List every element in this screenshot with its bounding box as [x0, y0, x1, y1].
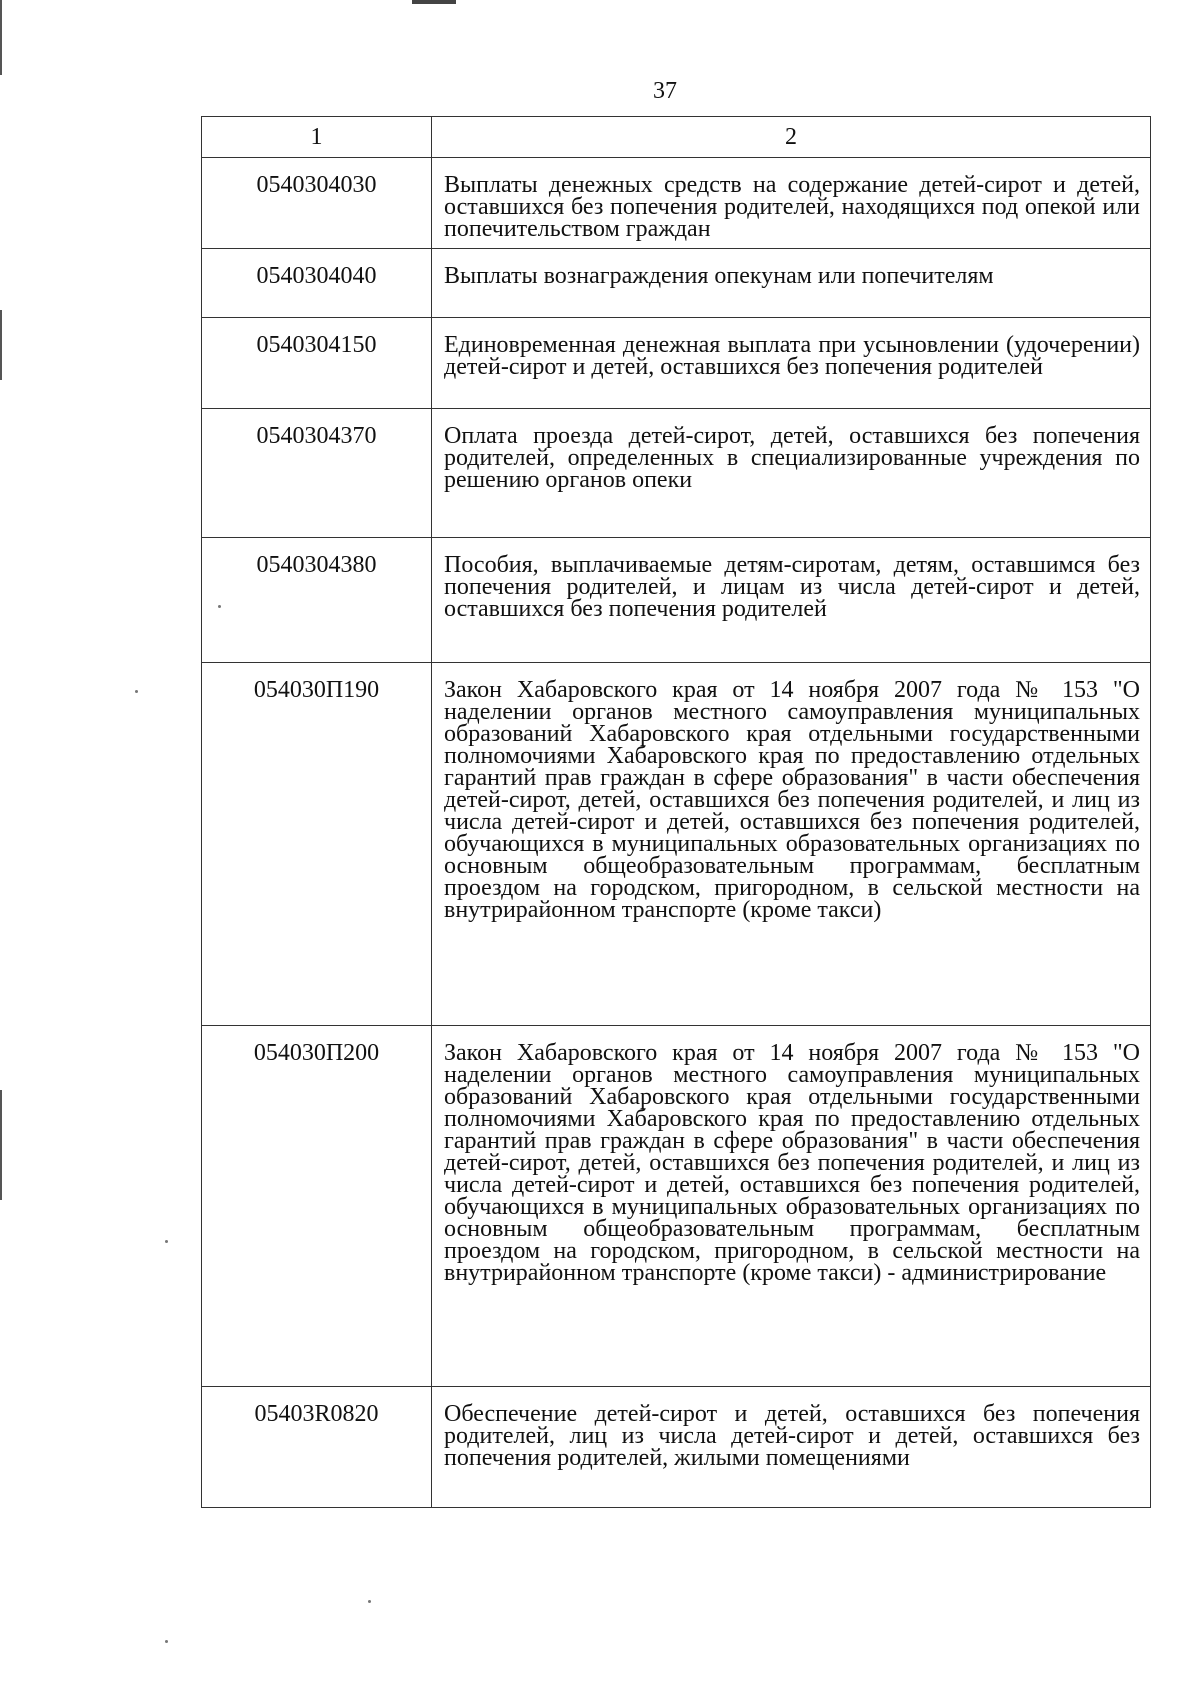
row-description: Пособия, выплачиваемые детям-сиротам, детям, оставшимся без попечения родителей, и лицам из числа детей-сирот и детей, оставшихся без попечения родителей	[432, 538, 1151, 663]
row-description: Закон Хабаровского края от 14 ноября 2007 года № 153 "О наделении органов местного самоуправления муниципальных образований Хабаровского края отдельными государственными полномочиями Хабаровского края по предоставлению отдельных гарантий прав граждан в сфере образования" в части обеспечения детей-сирот, детей, оставшихся без попечения родителей, и лиц из числа детей-сирот и детей, оставшихся без попечения родителей, обучающихся в муниципальных образовательных организациях по основным общеобразовательным программам, бесплатным проездом на городском, пригородном, в сельской местности на внутрирайонном транспорте (кроме такси) - администрирование	[432, 1026, 1151, 1387]
row-code: 05403R0820	[202, 1387, 432, 1508]
page-number: 37	[653, 78, 677, 104]
table-row	[202, 409, 1151, 538]
row-code: 054030П200	[202, 1026, 432, 1387]
row-description: Единовременная денежная выплата при усыновлении (удочерении) детей-сирот и детей, оставшихся без попечения родителей	[432, 318, 1151, 409]
row-description: Закон Хабаровского края от 14 ноября 2007 года № 153 "О наделении органов местного самоуправления муниципальных образований Хабаровского края отдельными государственными полномочиями Хабаровского края по предоставлению отдельных гарантий прав граждан в сфере образования" в части обеспечения детей-сирот, детей, оставшихся без попечения родителей, и лиц из числа детей-сирот и детей, оставшихся без попечения родителей, обучающихся в муниципальных образовательных организациях по основным общеобразовательным программам, бесплатным проездом на городском, пригородном, в сельской местности на внутрирайонном транспорте (кроме такси)	[432, 663, 1151, 1026]
row-description: Обеспечение детей-сирот и детей, оставшихся без попечения родителей, лиц из числа детей-сирот и детей, оставшихся без попечения родителей, жилыми помещениями	[432, 1387, 1151, 1508]
row-code: 0540304370	[202, 409, 432, 538]
table-row	[202, 318, 1151, 409]
column-header-1: 1	[202, 117, 432, 158]
row-description: Выплаты денежных средств на содержание детей-сирот и детей, оставшихся без попечения родителей, находящихся под опекой или попечительством граждан	[432, 158, 1151, 249]
scan-speck	[165, 1640, 168, 1643]
table-row	[202, 1387, 1151, 1508]
row-code: 0540304380	[202, 538, 432, 663]
row-code: 0540304150	[202, 318, 432, 409]
budget-code-table	[201, 116, 1151, 1508]
table-row	[202, 158, 1151, 249]
row-code: 0540304040	[202, 249, 432, 318]
row-description: Оплата проезда детей-сирот, детей, оставшихся без попечения родителей, определенных в специализированные учреждения по решению органов опеки	[432, 409, 1151, 538]
scan-edge-mark	[0, 310, 2, 380]
row-description: Выплаты вознаграждения опекунам или попечителям	[432, 249, 1151, 318]
scan-speck	[165, 1240, 168, 1243]
scan-speck	[368, 1600, 371, 1603]
row-code: 054030П190	[202, 663, 432, 1026]
scan-speck	[135, 690, 138, 693]
table-row	[202, 1026, 1151, 1387]
scan-edge-mark	[0, 0, 2, 75]
table-row	[202, 538, 1151, 663]
column-header-2: 2	[432, 117, 1151, 158]
table-row	[202, 663, 1151, 1026]
row-code: 0540304030	[202, 158, 432, 249]
table-row	[202, 249, 1151, 318]
scan-artifact-top	[412, 0, 456, 4]
table-header-row	[202, 117, 1151, 158]
scan-edge-mark	[0, 1090, 2, 1200]
